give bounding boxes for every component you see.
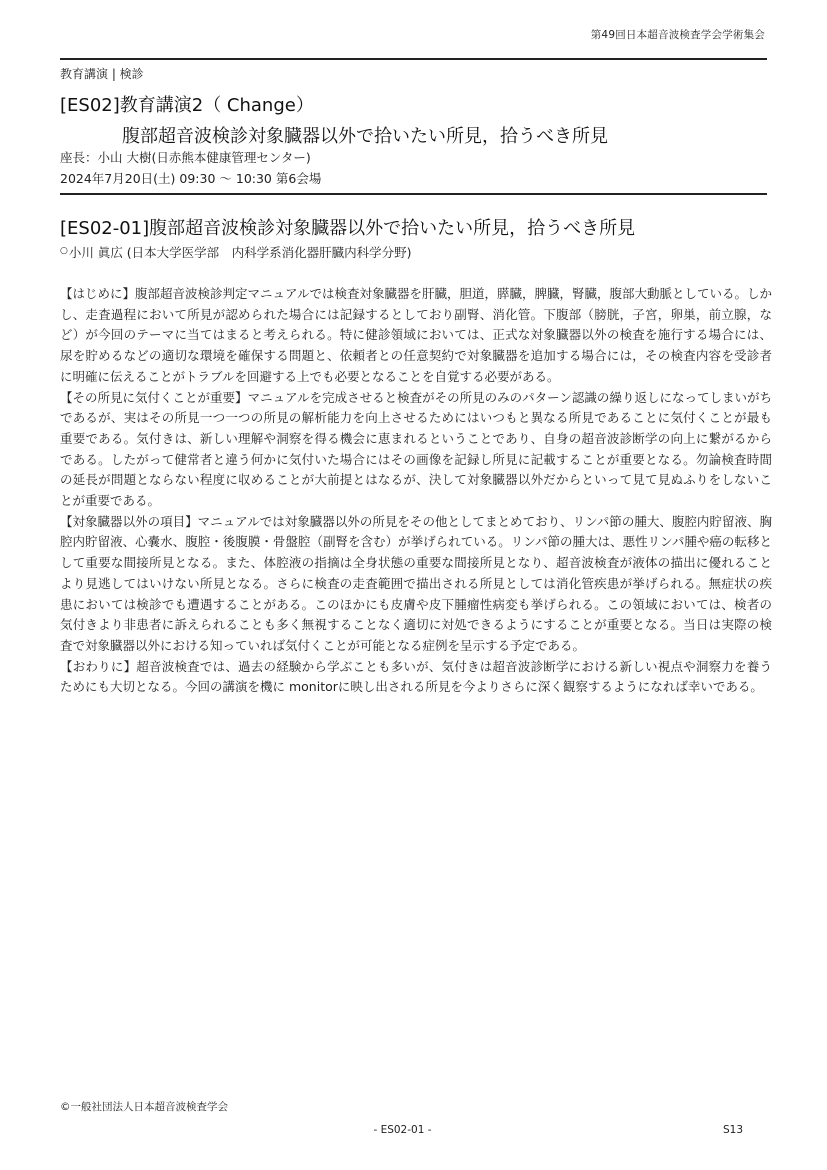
copyright: ©一般社団法人日本超音波検査学会 <box>60 1101 228 1113</box>
session-subtitle: 腹部超音波検診対象臓器以外で拾いたい所見，拾うべき所見 <box>122 126 608 147</box>
paragraph-noticing: 【その所見に気付くことが重要】マニュアルを完成させると検査がその所見のみのパターン認識の繰り返しになってしまいがちであるが、実はその所見一つ一つの所見の解析能力を向上させるためにはいつもと異なる所見であることに気付くことが最も重要である。気付きは、新しい理解や洞察を得る機会に恵まれるということであり、自身の超音波診断学の向上に繋がるからである。したがって健常者と違う何かに気付いた場合にはその画像を記録し所見に記載することが重要となる。勿論検査時間の延長が問題とならない程度に収めることが大前提とはなるが、決して対象臓器以外だからといって見て見ぬふりをしないことが重要である。 <box>60 389 772 509</box>
session-divider <box>60 193 767 195</box>
header-divider <box>60 58 767 60</box>
session-category: 教育講演 | 検診 <box>60 67 144 81</box>
paragraph-conclusion: 【おわりに】超音波検査では、過去の経験から学ぶことも多いが、気付きは超音波診断学における新しい視点や洞察力を養うためにも大切となる。今回の講演を機に monitorに映し出される所見を今よりさらに深く観察するようになれば幸いである。 <box>60 658 772 695</box>
page-code: - ES02-01 - <box>373 1124 432 1136</box>
conference-name: 第49回日本超音波検査学会学術集会 <box>590 29 765 41</box>
session-datetime: 2024年7月20日(土) 09:30 〜 10:30 第6会場 <box>60 171 322 186</box>
session-chair: 座長：小山 大樹(日赤熊本健康管理センター) <box>60 150 311 165</box>
abstract-body <box>60 284 772 698</box>
page-number: S13 <box>722 1124 743 1136</box>
author-name: 小川 眞広 (日本大学医学部 内科学系消化器肝臓内科学分野) <box>68 245 412 260</box>
session-title: [ES02]教育講演2（ Change） <box>60 95 314 116</box>
paragraph-introduction: 【はじめに】腹部超音波検診判定マニュアルでは検査対象臓器を肝臓，胆道，膵臓，脾臓，腎臓，腹部大動脈としている。しかし、走査過程において所見が認められた場合には記録するとしており副腎、消化管。下腹部（膀胱，子宮，卵巣，前立腺，など）が今回のテーマに当てはまると考えられる。特に健診領域においては、正式な対象臓器以外の検査を施行する場合には、尿を貯めるなどの適切な環境を確保する問題と、依頼者との任意契約で対象臓器を追加する場合には，その検査内容を受診者に明確に伝えることがトラブルを回避する上でも必要となることを自覚する必要がある。 <box>60 286 773 384</box>
abstract-title: [ES02-01]腹部超音波検診対象臓器以外で拾いたい所見，拾うべき所見 <box>60 218 636 239</box>
paragraph-other-items: 【対象臓器以外の項目】マニュアルでは対象臓器以外の所見をその他としてまとめており、リンパ節の腫大、腹腔内貯留液、胸腔内貯留液、心嚢水、腹腔・後腹膜・骨盤腔（副腎を含む）が挙げられている。リンパ節の腫大は、悪性リンパ腫や癌の転移として重要な間接所見となる。また、体腔液の指摘は全身状態の重要な間接所見となり、超音波検査が液体の描出に優れることより見逃してはいけない所見となる。さらに検査の走査範囲で描出される所見としては消化管疾患が挙げられる。無症状の疾患においては検診でも遭遇することがある。このほかにも皮膚や皮下腫瘤性病変も挙げられる。この領域においては、検者の気付きより非患者に訴えられることも多く無視することなく適切に対処できるようにすることが重要となる。当日は実際の検査で対象臓器以外における知っていれば気付くことが可能となる症例を呈示する予定である。 <box>60 513 772 653</box>
abstract-author <box>60 243 412 261</box>
presenter-mark: ○ <box>60 246 68 256</box>
